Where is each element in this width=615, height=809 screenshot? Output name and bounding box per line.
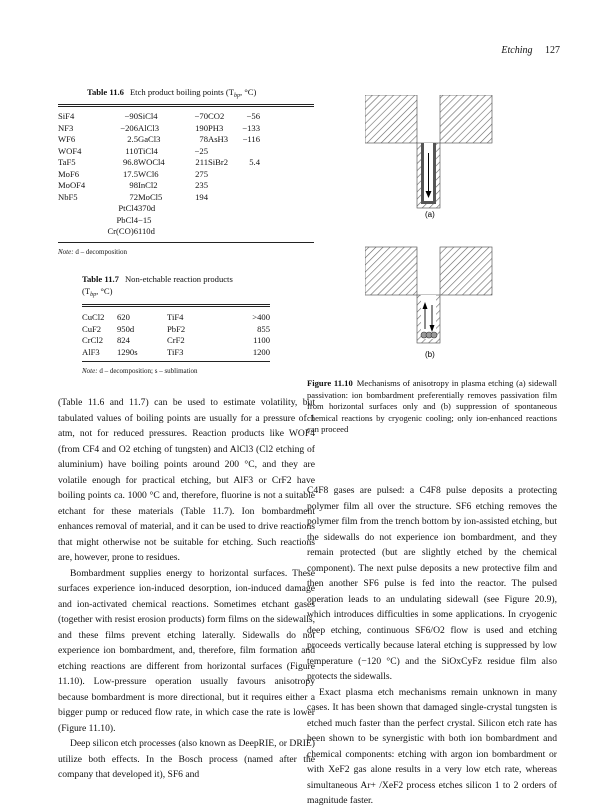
- table-cell: WOCl4: [138, 157, 165, 167]
- table-cell: [208, 146, 230, 158]
- table-cell: 98: [129, 180, 138, 190]
- table-cell: 235: [195, 180, 208, 190]
- table-cell: 110d: [138, 226, 155, 236]
- table-cell: 110: [125, 145, 138, 156]
- table-cell: MoOF4: [58, 180, 86, 190]
- table-cell: AlF3: [82, 346, 100, 357]
- table2-note: Note: d – decomposition; s – sublimation: [82, 367, 198, 375]
- table-11-7-caption: Table 11.7 Non-etchable reaction products ($T_{bp}$, °C): [82, 274, 233, 298]
- table-cell: −116: [242, 134, 260, 144]
- table-cell: NF3: [58, 122, 74, 133]
- table2-top-rule: [82, 304, 270, 305]
- table-label: Table 11.6: [87, 87, 124, 97]
- table-row: [82, 312, 270, 324]
- table-cell: 1100: [253, 335, 270, 345]
- table-cell: 855: [257, 323, 270, 334]
- paragraph-1: (Table 11.6 and 11.7) can be used to estimate volatility, but tabulated values of boiling points are usually for a pressure of 1 atm, not for reduced pressures. Reaction products like WOF4 (from CF4 and O2 etching of tungsten) and AlCl3 (Cl2 etching of aluminium) have boiling points around 200 °C, and they are volatile enough for practical etching, but AlF3 or CrF2 have boiling points ca. 1000 °C and, therefore, fluorine is not a suitable etchant for these materials (Table 11.7). Ion bombardment enhances removal of material, and it can be used to drive reactions that might otherwise not be suitable for etching. Such reactions are, however, prone to residues.: [58, 397, 315, 563]
- table-cell: [208, 180, 230, 192]
- table-cell: NbF5: [58, 191, 78, 202]
- table-cell: CrCl2: [82, 335, 104, 345]
- table-cell: [208, 203, 230, 215]
- paragraph-2: Bombardment supplies energy to horizontal surfaces. These surfaces experience ion-induced desorption, ion-induced damage and ion-activated chemical reactions. Sometimes etchant gases (together with resist erosion products) form films on the sidewalls, and these films prevent etching laterally. Sidewalls do not experience ion bombardment, and, therefore, film formation and etching reactions are different from horizontal surfaces (Figure 11.10). Low-pressure operation usually favours anisotropy because bombardment is more directional, but it requires either a bigger pump or reduced flow rate, in which case the rate is lower (Figure 11.10).: [58, 567, 315, 734]
- table2-top-rule-2: [82, 306, 270, 307]
- table-cell: [58, 203, 88, 215]
- table-cell: [58, 215, 88, 227]
- table-cell: 17.5: [122, 168, 138, 179]
- table-cell: 96.8: [122, 157, 138, 167]
- left-column: [58, 395, 315, 783]
- table-cell: −25: [194, 145, 208, 156]
- table-cell: [230, 169, 260, 181]
- table-row: [58, 215, 260, 227]
- table-cell: −206: [120, 122, 138, 133]
- table-cell: [58, 226, 88, 238]
- table-cell: [230, 203, 260, 215]
- table-cell: CuCl2: [82, 312, 105, 322]
- table-row: [58, 192, 260, 204]
- table-row: [58, 169, 260, 181]
- panel-b-etch-products: [421, 332, 437, 338]
- table-cell: SiCl4: [138, 111, 158, 121]
- table-cell: MoCl5: [138, 191, 163, 202]
- table-cell: WCl6: [138, 168, 159, 179]
- table-cell: [230, 215, 260, 227]
- table-row: [82, 335, 270, 347]
- table-row: [58, 111, 260, 123]
- table-cell: SiF4: [58, 111, 75, 121]
- table-cell: 370d: [138, 203, 156, 213]
- table-cell: MoF6: [58, 168, 80, 179]
- table-cell: −90: [124, 111, 138, 121]
- table-cell: 275: [195, 168, 208, 179]
- table-cell: 824: [117, 335, 130, 345]
- table-cell: AlCl3: [138, 122, 160, 133]
- table-cell: TiF4: [167, 312, 184, 322]
- table-cell: TaF5: [58, 157, 76, 167]
- table2-bottom-rule: [82, 361, 270, 362]
- table-cell: AsH3: [208, 134, 229, 144]
- right-column: [307, 483, 557, 809]
- table-note: Note: d – decomposition: [58, 248, 128, 256]
- table-11-6-caption: Table 11.6 Etch product boiling points ($T_{bp}$, °C): [87, 87, 257, 99]
- table-cell: TiCl4: [138, 145, 158, 156]
- running-title: Etching: [501, 45, 533, 56]
- table-cell: PbF2: [167, 323, 186, 334]
- table-cell: SiBr2: [208, 157, 229, 167]
- table-cell: [208, 192, 230, 204]
- table-row: [58, 157, 260, 169]
- running-header: [501, 45, 560, 56]
- table-cell: 620: [117, 312, 130, 322]
- table-cell: PtCl4: [118, 203, 138, 213]
- table-bottom-rule: [58, 242, 314, 243]
- table-row: [82, 324, 270, 336]
- table-cell: −133: [242, 122, 260, 133]
- figure-caption: Figure 11.10 Mechanisms of anisotropy in plasma etching (a) sidewall passivation: ion bombardment preferentially removes passivation film from horizontal surfaces only and (b) suppression of spontaneous chemical reactions by cryogenic cooling; only ion-enhanced reactions can proceed: [307, 378, 557, 434]
- table-cell: [230, 226, 260, 238]
- table-cell: 1200: [252, 346, 270, 357]
- panel-a-label: (a): [425, 210, 435, 219]
- table-cell: [180, 226, 208, 238]
- table-row: [58, 203, 260, 215]
- table-cell: [180, 203, 208, 215]
- table-cell: 211: [195, 157, 208, 167]
- table-cell: WF6: [58, 134, 76, 144]
- table-row: [58, 123, 260, 135]
- table-11-7: [82, 312, 270, 358]
- table-cell: 2.5: [127, 134, 138, 144]
- paragraph-4: C4F8 gases are pulsed: a C4F8 pulse deposits a protecting polymer film all over the structure. SF6 etching removes the polymer film from the trench bottom by ion-assisted etching, but the sidewalls do not experience ion bombardment, and they remain protected (but are slightly etched by the chemical component). The next pulse deposits a new protective film and then another SF6 pulse is fed into the reactor. The pulsed operation leads to an undulating sidewall (see Figure 20.9), which introduces difficulties in some applications. In cryogenic deep etching, continuous SF6/O2 flow is used and etching proceeds vertically because lateral etching is suppressed by low temperature (−120 °C) and the SiOxCyFz residue film also protects the sidewalls.: [307, 485, 557, 682]
- table-cell: PbCl4: [116, 214, 138, 225]
- paragraph-5: Exact plasma etch mechanisms remain unknown in many cases. It has been shown that damaged single-crystal tungsten is etched much faster than the perfect crystal. Silicon etch rate has been shown to be synergistic with both ion bombardment and chemical components: etching with argon ion bombardment or with XeF2 gas alone results in a very low etch rate, whereas simultaneous Ar+ /XeF2 process etches silicon 1 to 2 orders of magnitude faster.: [307, 686, 557, 806]
- figure-11-10-diagram: [365, 95, 560, 365]
- table-cell: 5.4: [249, 157, 260, 167]
- table-cell: 72: [129, 191, 138, 202]
- table-11-6: [58, 111, 260, 238]
- table-cell: InCl2: [138, 180, 158, 190]
- panel-b-label: (b): [425, 350, 435, 359]
- table-cell: CO2: [208, 111, 225, 121]
- table-cell: GaCl3: [138, 134, 161, 144]
- table-row: [58, 134, 260, 146]
- table-cell: [208, 169, 230, 181]
- table-cell: CrF2: [167, 335, 185, 345]
- table-cell: 950d: [117, 323, 135, 334]
- table-cell: 1290s: [117, 346, 138, 357]
- table-row: [58, 180, 260, 192]
- table-cell: 78: [199, 134, 208, 144]
- table-cell: 194: [195, 191, 208, 202]
- table-cell: −70: [194, 111, 208, 121]
- table-cell: [230, 180, 260, 192]
- table-cell: [208, 226, 230, 238]
- table-cell: CuF2: [82, 323, 102, 334]
- table-cell: WOF4: [58, 145, 82, 156]
- table-cell: −15: [138, 214, 152, 225]
- table-top-rule-2: [58, 106, 314, 107]
- table-cell: [230, 192, 260, 204]
- table-cell: 190: [195, 122, 208, 133]
- table-row: [58, 146, 260, 158]
- table-cell: [208, 215, 230, 227]
- table-cell: >400: [252, 312, 270, 322]
- table-row: [58, 226, 260, 238]
- page-number: 127: [545, 45, 560, 56]
- table-cell: Cr(CO)6: [107, 226, 138, 236]
- table-row: [82, 347, 270, 359]
- table-cell: [230, 146, 260, 158]
- table-cell: TiF3: [167, 346, 184, 357]
- panel-b-substrate: [365, 247, 492, 343]
- table-cell: −56: [246, 111, 260, 121]
- table-cell: PH3: [208, 122, 224, 133]
- table-cell: [180, 215, 208, 227]
- paragraph-3: Deep silicon etch processes (also known as DeepRIE, or DRIE) utilize both effects. In the Bosch process (named after the company that developed it), SF6 and: [58, 738, 315, 780]
- table-top-rule: [58, 104, 314, 105]
